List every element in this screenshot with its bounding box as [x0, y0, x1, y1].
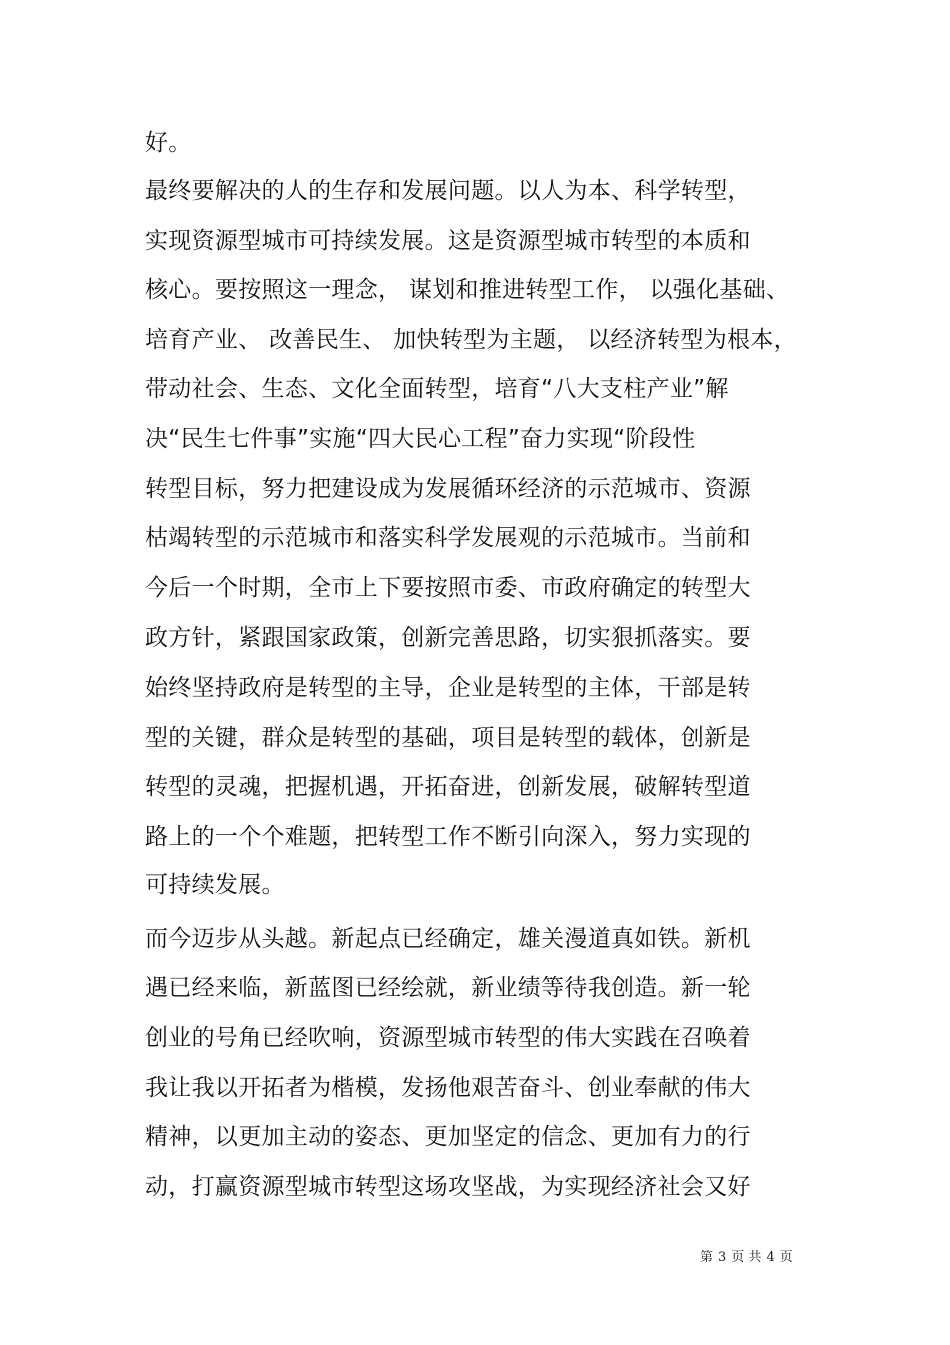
- body-text-line: 始终坚持政府是转型的主导，企业是转型的主体，干部是转: [145, 675, 751, 701]
- body-text-line: 精神，以更加主动的姿态、更加坚定的信念、更加有力的行: [145, 1124, 751, 1150]
- body-text-line: 核心。要按照这一理念， 谋划和推进转型工作， 以强化基础、: [145, 277, 790, 303]
- footer-suffix: 页: [779, 1250, 793, 1265]
- body-text-line: 遇已经来临，新蓝图已经绘就，新业绩等待我创造。新一轮: [145, 975, 751, 1001]
- body-text-line: 实现资源型城市可持续发展。这是资源型城市转型的本质和: [145, 228, 751, 254]
- body-text-line: 转型的灵魂，把握机遇，开拓奋进，创新发展，破解转型道: [145, 774, 751, 800]
- body-text-line: 型的关键，群众是转型的基础，项目是转型的载体，创新是: [145, 725, 751, 751]
- body-text-line: 我让我以开拓者为楷模，发扬他艰苦奋斗、创业奉献的伟大: [145, 1075, 751, 1101]
- total-page-number: 4: [766, 1250, 775, 1265]
- body-text-line: 枯竭转型的示范城市和落实科学发展观的示范城市。当前和: [145, 525, 751, 551]
- body-text-line: 转型目标，努力把建设成为发展循环经济的示范城市、资源: [145, 476, 751, 502]
- body-text-line: 带动社会、生态、文化全面转型，培育“八大支柱产业”解: [145, 376, 729, 402]
- body-text-line: 可持续发展。: [145, 872, 285, 898]
- body-text-line: 而今迈步从头越。新起点已经确定，雄关漫道真如铁。新机: [145, 926, 751, 952]
- body-text-line: 政方针，紧跟国家政策，创新完善思路，切实狠抓落实。要: [145, 625, 751, 651]
- footer-prefix: 第: [700, 1250, 714, 1265]
- body-text-line: 培育产业、 改善民生、 加快转型为主题， 以经济转型为根本，: [145, 327, 797, 353]
- current-page-number: 3: [718, 1250, 727, 1265]
- body-text-line: 路上的一个个难题，把转型工作不断引向深入，努力实现的: [145, 824, 751, 850]
- body-text-line: 好。: [145, 130, 192, 156]
- body-text-line: 决“民生七件事”实施“四大民心工程”奋力实现“阶段性: [145, 426, 696, 452]
- body-text-line: 最终要解决的人的生存和发展问题。以人为本、科学转型，: [145, 178, 751, 204]
- body-text-line: 动，打赢资源型城市转型这场攻坚战，为实现经济社会又好: [145, 1174, 751, 1200]
- body-text-line: 创业的号角已经吹响，资源型城市转型的伟大实践在召唤着: [145, 1025, 751, 1051]
- footer-middle: 页 共: [731, 1250, 762, 1265]
- page-number-footer: [700, 1250, 793, 1266]
- body-text-line: 今后一个时期，全市上下要按照市委、市政府确定的转型大: [145, 575, 751, 601]
